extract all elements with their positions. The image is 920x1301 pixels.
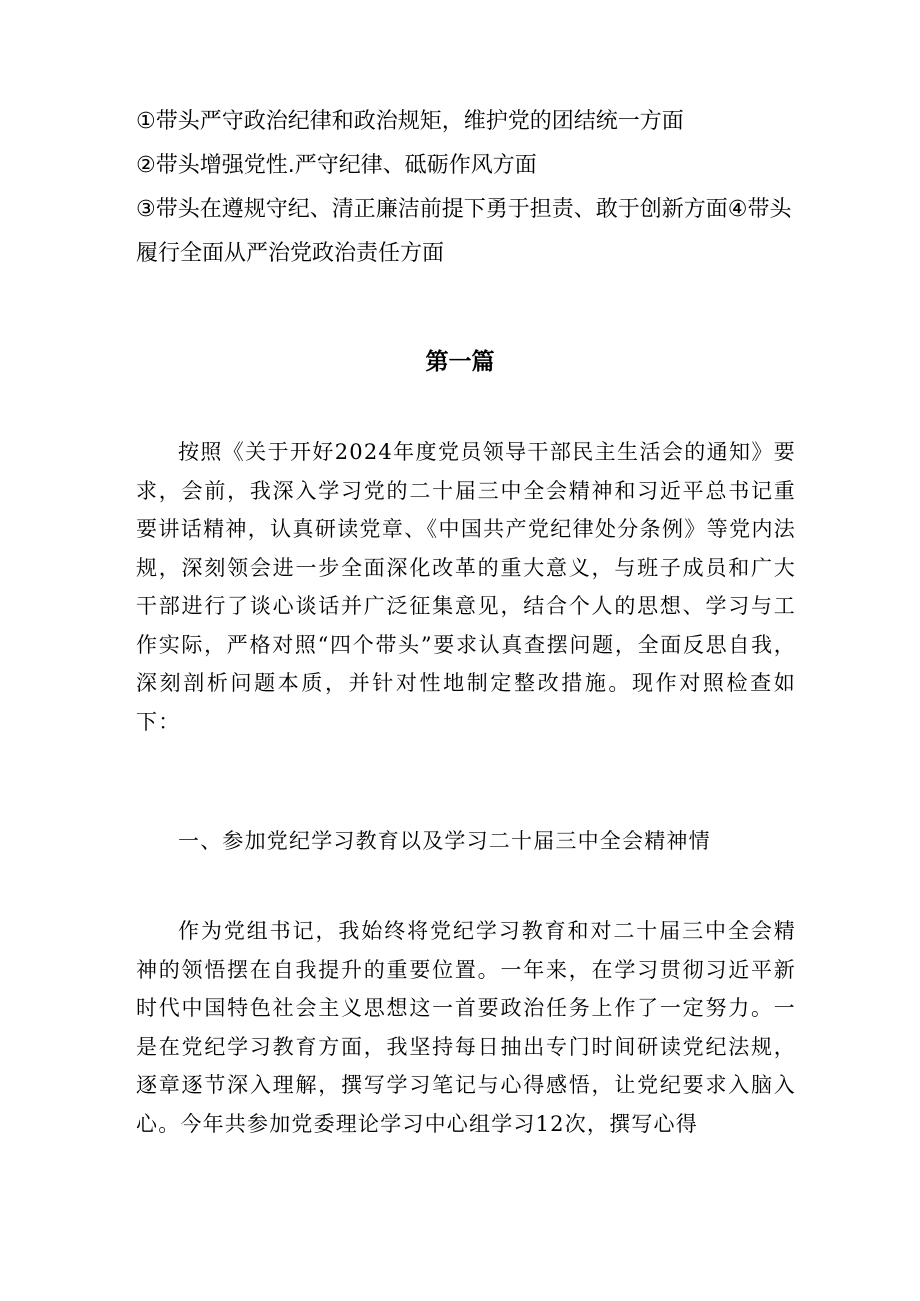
outline-item-3-line-2: 履行全面从严治党政治责任方面 [136,241,445,266]
intro-paragraph: 按照《关于开好2024年度党员领导干部民主生活会的通知》要求，会前，我深入学习党的二十届三中全会精神和习近平总书记重要讲话精神，认真研读党章、《中国共产党纪律处分条例》等党内法规，深刻领会进一步全面深化改革的重大意义，与班子成员和广大干部进行了谈心谈话并广泛征集意见，结合个人的思想、学习与工作实际，严格对照“四个带头”要求认真查摆问题，全面反思自我，深刻剖析问题本质，并针对性地制定整改措施。现作对照检查如下： [136,440,796,734]
body-paragraph: 作为党组书记，我始终将党纪学习教育和对二十届三中全会精神的领悟摆在自我提升的重要位置。一年来，在学习贯彻习近平新时代中国特色社会主义思想这一首要政治任务上作了一定努力。一是在党纪学习教育方面，我坚持每日抽出专门时间研读党纪法规，逐章逐节深入理解，撰写学习笔记与心得感悟，让党纪要求入脑入心。今年共参加党委理论学习中心组学习12次，撰写心得 [136,919,796,1136]
section-title: 第一篇 [425,349,495,375]
outline-item-2: ②带头增强党性.严守纪律、砥砺作风方面 [136,153,537,178]
section-heading: 一、参加党纪学习教育以及学习二十届三中全会精神情 [178,829,711,853]
outline-list [136,100,796,276]
outline-item-3-line-1: ③带头在遵规守纪、清正廉洁前提下勇于担责、敢于创新方面④带头 [136,197,792,222]
outline-item-1: ①带头严守政治纪律和政治规矩，维护党的团结统一方面 [136,109,684,134]
